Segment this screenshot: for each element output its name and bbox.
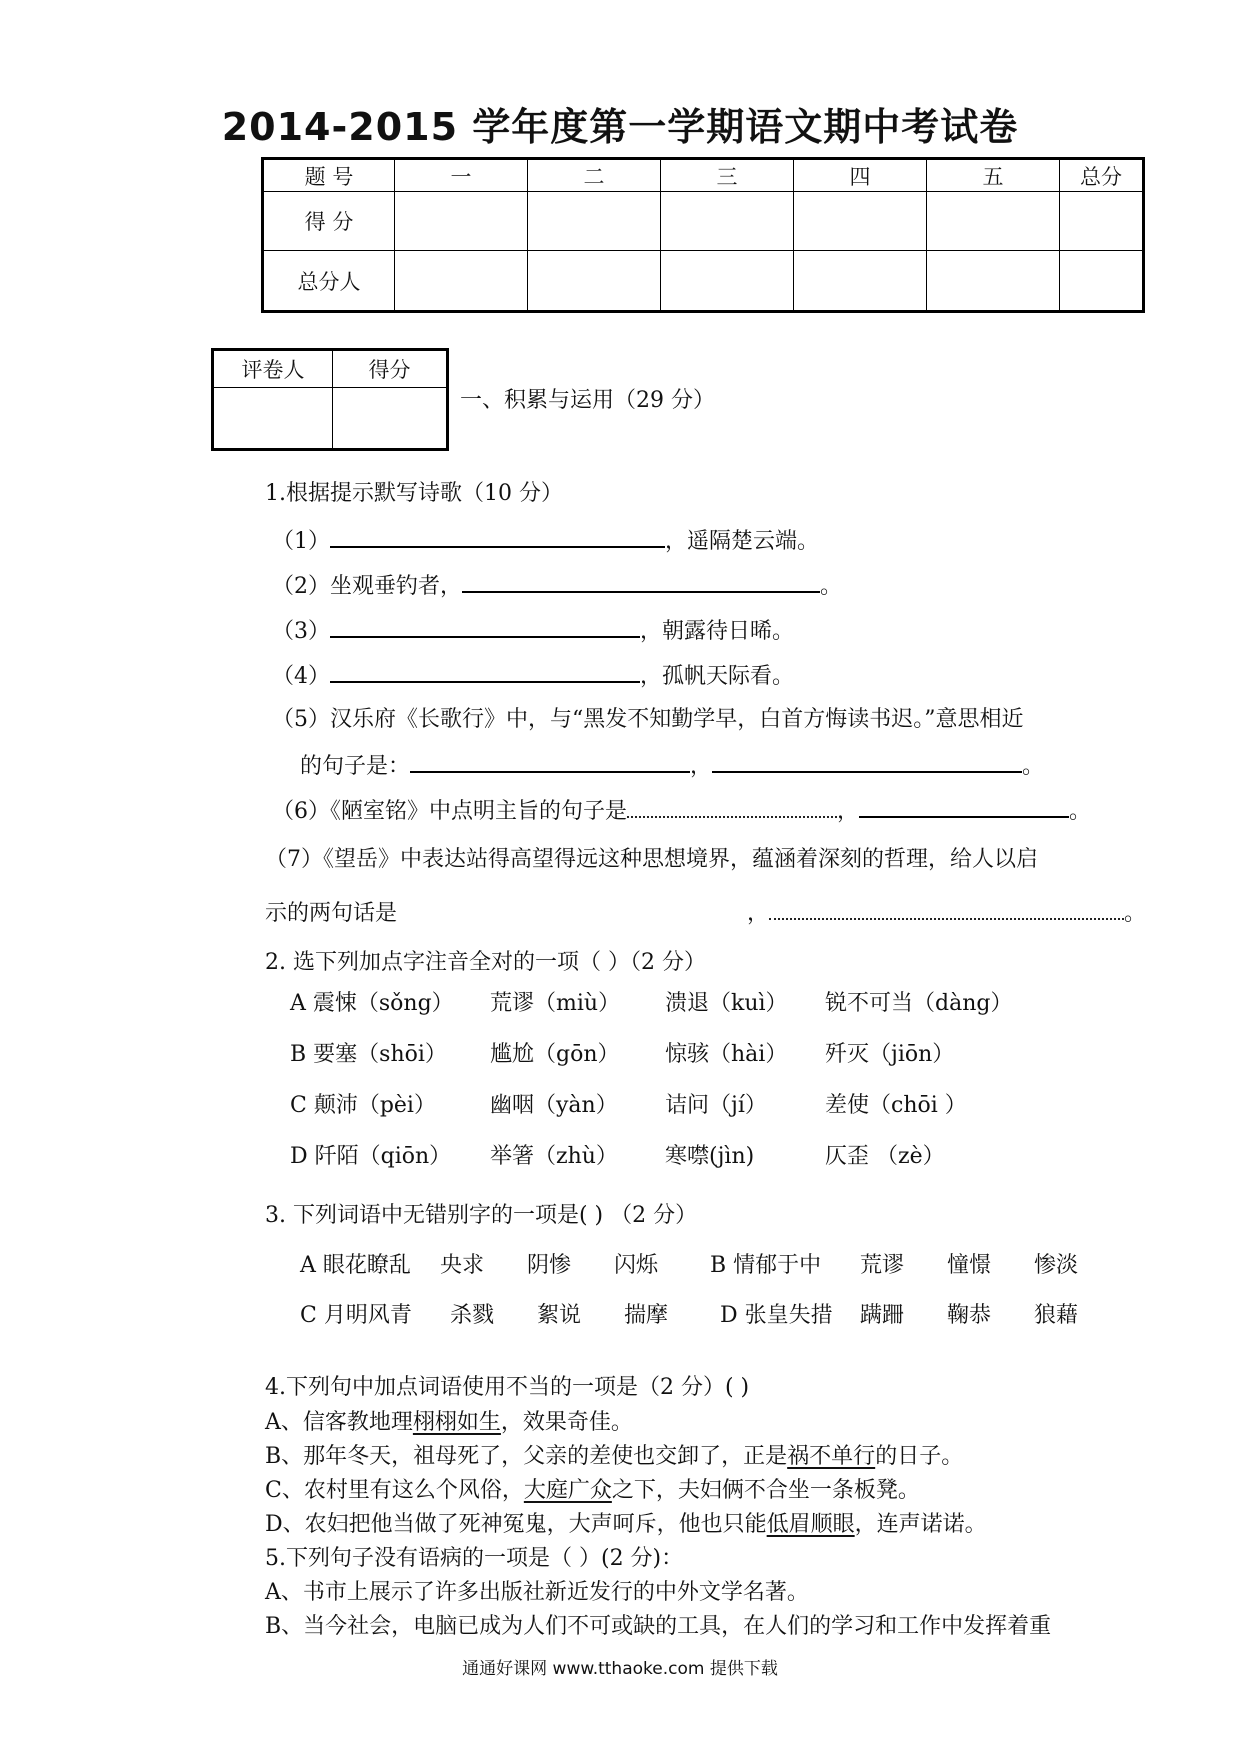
q1-item-text: 。 — [1069, 799, 1092, 824]
q3-word: 荒谬 — [860, 1253, 905, 1278]
q2-choice: 荒谬（miù） — [490, 991, 621, 1016]
q2-option-row — [290, 986, 1012, 1017]
q1-item-text: ，遥隔楚云端。 — [665, 529, 820, 554]
answer-blank[interactable] — [859, 792, 1069, 818]
q1-item — [272, 522, 819, 555]
score-header-cell: 一 — [395, 159, 528, 192]
q1-item — [272, 612, 794, 645]
q3-word: 憧憬 — [947, 1253, 992, 1278]
grader-table — [211, 348, 449, 451]
grader-cell — [213, 388, 333, 450]
q1-item — [265, 894, 1146, 927]
q1-item-number: （3） — [272, 619, 330, 644]
q3-word: 揣摩 — [624, 1303, 669, 1328]
score-cell — [661, 251, 794, 312]
grader-header: 得分 — [333, 350, 448, 388]
q2-option-row — [290, 1037, 954, 1068]
q2-choice: 诘问（jí） — [665, 1093, 767, 1118]
q4-option-text: 的日子。 — [875, 1444, 964, 1469]
q2-choice: B 要塞（shōi） — [290, 1042, 447, 1067]
q1-item-number: （4） — [272, 664, 330, 689]
answer-blank[interactable] — [330, 657, 640, 683]
q3-word: 央求 — [440, 1253, 485, 1278]
q4-option-text: D、农妇把他当做了死神冤鬼，大声呵斥，他也只能 — [265, 1512, 767, 1537]
q2-choice: 歼灭（jiōn） — [825, 1042, 955, 1067]
q2-choice: 锐不可当（dàng） — [825, 991, 1013, 1016]
answer-blank[interactable] — [330, 612, 640, 638]
q1-item-text: （5）汉乐府《长歌行》中，与“黑发不知勤学早，白首方悔读书迟。”意思相近 — [272, 707, 1024, 732]
q3-word: B 情郁于中 — [710, 1253, 822, 1278]
q1-item-text: （2）坐观垂钓者， — [272, 574, 462, 599]
q2-choice: 幽咽（yàn） — [490, 1093, 618, 1118]
score-cell — [1060, 251, 1144, 312]
q4-option — [265, 1439, 963, 1470]
answer-blank[interactable] — [712, 747, 1022, 773]
score-header-cell: 五 — [927, 159, 1060, 192]
q5-stem: 5.下列句子没有语病的一项是（ ）(2 分)： — [265, 1546, 684, 1571]
q2-choice: D 阡陌（qiōn） — [290, 1144, 452, 1169]
grader-cell — [333, 388, 448, 450]
score-cell — [661, 192, 794, 251]
score-row-label: 得 分 — [263, 192, 395, 251]
answer-blank[interactable] — [462, 567, 820, 593]
section-heading: 一、积累与运用（29 分） — [460, 388, 715, 413]
q3-word: 蹒跚 — [860, 1303, 905, 1328]
q4-marked-phrase: 低眉顺眼 — [766, 1512, 855, 1537]
q3-word: 鞠恭 — [947, 1303, 992, 1328]
q1-item-text: 的句子是： — [300, 754, 411, 779]
q2-choice: 举箸（zhù） — [490, 1144, 618, 1169]
q3-option-row — [300, 1298, 1078, 1329]
q5-option: B、当今社会，电脑已成为人们不可或缺的工具，在人们的学习和工作中发挥着重 — [265, 1614, 1052, 1639]
q5-option: A、书市上展示了许多出版社新近发行的中外文学名著。 — [265, 1580, 809, 1605]
q2-choice: C 颠沛（pèi） — [290, 1093, 436, 1118]
score-cell — [794, 192, 927, 251]
q4-marked-phrase: 大庭广众 — [523, 1478, 612, 1503]
q1-item-text: ， — [837, 799, 860, 824]
score-cell — [1060, 192, 1144, 251]
q1-item-text: 示的两句话是 — [265, 901, 398, 926]
answer-blank[interactable] — [627, 792, 837, 818]
q3-word: 絮说 — [537, 1303, 582, 1328]
score-header-cell: 总分 — [1060, 159, 1144, 192]
page-footer: 通通好课网 www.tthaoke.com 提供下载 — [462, 1659, 778, 1679]
q2-choice: 差使（chōi ） — [825, 1093, 967, 1118]
q2-choice: 寒噤(jìn) — [665, 1144, 755, 1169]
q3-word: A 眼花瞭乱 — [300, 1253, 411, 1278]
answer-blank[interactable] — [769, 894, 1124, 920]
score-row — [263, 192, 1144, 251]
q1-item — [272, 657, 794, 690]
score-cell — [395, 192, 528, 251]
page-title: 2014-2015 学年度第一学期语文期中考试卷 — [221, 105, 1019, 149]
q3-word: C 月明风青 — [300, 1303, 412, 1328]
q1-item — [272, 792, 1091, 825]
answer-blank[interactable] — [410, 747, 690, 773]
q1-item-text: 。 — [1022, 754, 1045, 779]
score-cell — [395, 251, 528, 312]
q1-item-text: ，朝露待日晞。 — [640, 619, 795, 644]
q1-item-text: （7）《望岳》中表达站得高望得远这种思想境界，蕴涵着深刻的哲理，给人以启 — [265, 847, 1038, 872]
score-cell — [927, 251, 1060, 312]
q1-item — [272, 567, 842, 600]
q3-word: 惨淡 — [1034, 1253, 1079, 1278]
q2-option-row — [290, 1139, 945, 1170]
q2-choice: 尴尬（gōn） — [490, 1042, 620, 1067]
q1-item-text: （6）《陋室铭》中点明主旨的句子是 — [272, 799, 627, 824]
q1-item-text: ， — [747, 901, 770, 926]
score-header-cell: 题 号 — [263, 159, 395, 192]
score-header-cell: 四 — [794, 159, 927, 192]
q2-choice: A 震悚（sǒng） — [290, 991, 454, 1016]
score-header-cell: 二 — [528, 159, 661, 192]
q1-item-text: ，孤帆天际看。 — [640, 664, 795, 689]
q1-stem: 1.根据提示默写诗歌（10 分） — [265, 481, 563, 506]
q3-option-row — [300, 1248, 1078, 1279]
q4-option — [265, 1507, 987, 1538]
answer-blank[interactable] — [330, 522, 665, 548]
q4-option-text: ，连声诺诺。 — [854, 1512, 987, 1537]
q1-item-text: ， — [690, 754, 713, 779]
q4-option-text: ，效果奇佳。 — [500, 1410, 633, 1435]
q4-option — [265, 1405, 633, 1436]
q4-stem: 4.下列句中加点词语使用不当的一项是（2 分）( ) — [265, 1375, 750, 1400]
q1-item-text: 。 — [820, 574, 843, 599]
grader-header: 评卷人 — [213, 350, 333, 388]
q3-word: 狼藉 — [1034, 1303, 1079, 1328]
q4-marked-phrase: 栩栩如生 — [412, 1410, 501, 1435]
score-cell — [794, 251, 927, 312]
q2-choice: 溃退（kuì） — [665, 991, 788, 1016]
score-cell — [927, 192, 1060, 251]
q2-stem: 2. 选下列加点字注音全对的一项（ ）（2 分） — [265, 950, 706, 975]
q1-item-text: 。 — [1124, 901, 1147, 926]
score-header-cell: 三 — [661, 159, 794, 192]
score-row-label: 总分人 — [263, 251, 395, 312]
q4-option-text: B、那年冬天，祖母死了，父亲的差使也交卸了，正是 — [265, 1444, 788, 1469]
q3-word: 杀戮 — [450, 1303, 495, 1328]
score-cell — [528, 192, 661, 251]
score-row — [263, 251, 1144, 312]
q4-option-text: 之下，夫妇俩不合坐一条板凳。 — [611, 1478, 920, 1503]
q3-word: D 张皇失措 — [720, 1303, 833, 1328]
q1-item-number: （1） — [272, 529, 330, 554]
q2-choice: 惊骇（hài） — [665, 1042, 788, 1067]
q3-word: 阴惨 — [527, 1253, 572, 1278]
q4-option-text: A、信客教地理 — [265, 1410, 413, 1435]
q3-word: 闪烁 — [614, 1253, 659, 1278]
q2-choice: 仄歪 （zè） — [825, 1144, 945, 1169]
q4-marked-phrase: 祸不单行 — [787, 1444, 876, 1469]
q2-option-row — [290, 1088, 967, 1119]
score-table-header-row — [263, 159, 1144, 192]
score-cell — [528, 251, 661, 312]
q3-stem: 3. 下列词语中无错别字的一项是( ) （2 分） — [265, 1203, 698, 1228]
q4-option-text: C、农村里有这么个风俗， — [265, 1478, 524, 1503]
q1-item — [300, 747, 1044, 780]
score-table — [261, 157, 1145, 313]
q4-option — [265, 1473, 920, 1504]
